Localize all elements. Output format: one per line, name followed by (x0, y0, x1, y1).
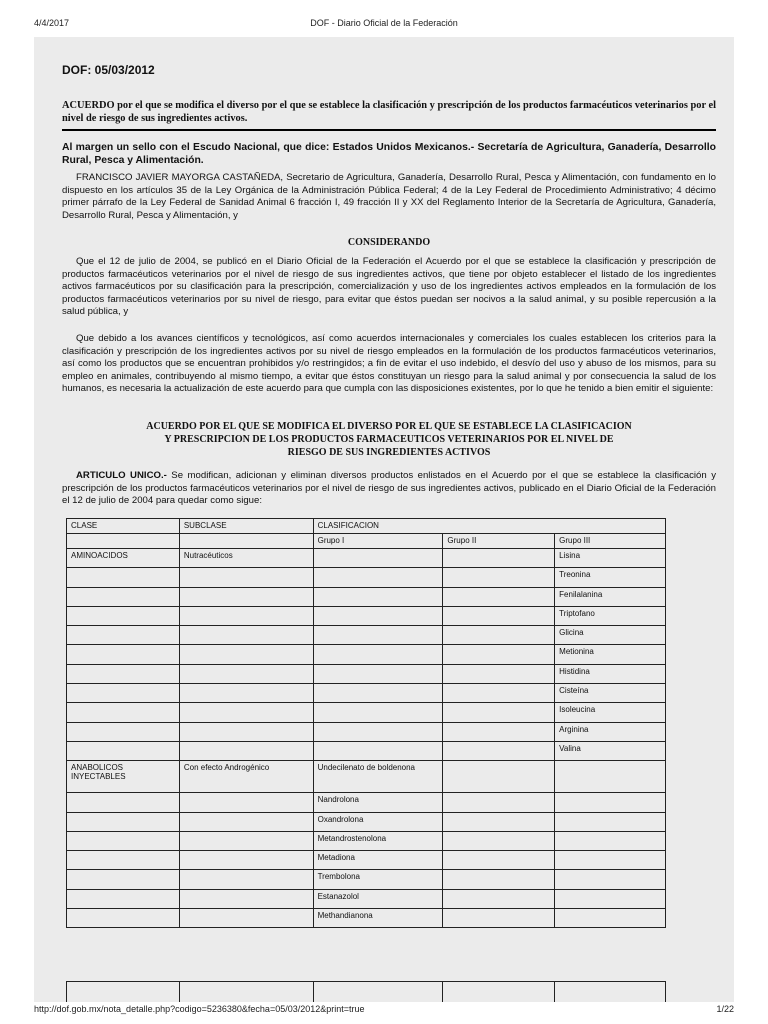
cell-grupo-3: Valina (555, 741, 666, 760)
considerando-heading: CONSIDERANDO (347, 237, 431, 248)
cell-subclase (179, 568, 313, 587)
cell-clase (67, 684, 180, 703)
cell-grupo-3: Triptofano (555, 606, 666, 625)
cell-grupo-1 (313, 568, 443, 587)
cell-grupo-1: Oxandrolona (313, 812, 443, 831)
table-row (67, 982, 666, 1003)
print-header (0, 0, 768, 40)
cell-subclase: Con efecto Androgénico (179, 761, 313, 793)
cell-clase (67, 812, 180, 831)
cell-subclase: Nutracéuticos (179, 549, 313, 568)
cell-grupo-2 (443, 568, 555, 587)
cell-grupo-1 (313, 664, 443, 683)
header-empty-cell (179, 534, 313, 549)
print-page-title: DOF - Diario Oficial de la Federación (310, 18, 458, 28)
title-rule (62, 129, 716, 131)
acuerdo-heading-line-2: Y PRESCRIPCION DE LOS PRODUCTOS FARMACEUTICOS VETERINARIOS POR EL NIVEL DE (164, 434, 614, 445)
cell-subclase (179, 793, 313, 812)
cell-grupo-1: Metandrostenolona (313, 831, 443, 850)
cell-grupo-2 (443, 606, 555, 625)
considerando-paragraph-1: Que el 12 de julio de 2004, se publicó en el Diario Oficial de la Federación el Acuerdo por el que se establece la clasificación y prescripción de productos farmacéuticos veterinarios por el nivel de riesgo de sus ingredientes activos, que tiene por objeto establecer el listado de los ingredientes activos farmacéuticos por su clasificación para la prescripción, comercialización y uso de los ingredientes activos empleados en la formulación de los productos farmacéuticos veterinarios por su nivel de riesgo, para evitar que éstos puedan ser nocivos a la salud animal, y su posible repercusión a la salud pública, y (62, 256, 716, 318)
cell-grupo-2 (443, 703, 555, 722)
cell-grupo-1: Nandrolona (313, 793, 443, 812)
cell-subclase (179, 703, 313, 722)
articulo-unico-text: Se modifican, adicionan y eliminan diversos productos enlistados en el Acuerdo por el que se establece la clasificación y prescripción de los productos farmacéuticos veterinarios por el nivel de riesgo de sus ingredientes activos, publicado en el Diario Oficial de la Federación el 12 de julio de 2004 para quedar como sigue: (62, 470, 717, 507)
acuerdo-heading-line-1: ACUERDO POR EL QUE SE MODIFICA EL DIVERSO POR EL QUE SE ESTABLECE LA CLASIFICACION (146, 421, 632, 432)
cell-clase (67, 870, 180, 889)
print-date: 4/4/2017 (34, 18, 70, 28)
table-row (67, 645, 666, 664)
cell-grupo-2 (443, 645, 555, 664)
dof-date: DOF: 05/03/2012 (62, 63, 155, 77)
cell-grupo-1: Undecilenato de boldenona (313, 761, 443, 793)
continuation-table (66, 981, 666, 1002)
acuerdo-title: ACUERDO por el que se modifica el diverso por el que se establece la clasificación y prescripción de los productos farmacéuticos veterinarios por el nivel de riesgo de sus ingredientes activos. (62, 100, 716, 124)
cell-grupo-1: Methandianona (313, 909, 443, 928)
table-subheader-row (67, 534, 666, 549)
cell-subclase (179, 812, 313, 831)
cell-clase (67, 793, 180, 812)
cell-grupo-3: Glicina (555, 626, 666, 645)
cell-grupo-1: Estanazolol (313, 889, 443, 908)
cell-grupo-1 (313, 741, 443, 760)
table-row (67, 606, 666, 625)
cell-subclase (179, 722, 313, 741)
articulo-unico-lead: ARTICULO UNICO.- (76, 470, 167, 481)
margen-seal-text: Al margen un sello con el Escudo Nacional, que dice: Estados Unidos Mexicanos.- Secretaría de Agricultura, Ganadería, Desarrollo Rural, Pesca y Alimentación. (62, 142, 716, 166)
table-row (67, 664, 666, 683)
cell-grupo-2 (443, 909, 555, 928)
cell-subclase (179, 851, 313, 870)
cell-grupo-1: Trembolona (313, 870, 443, 889)
cell-subclase (179, 684, 313, 703)
table-row (67, 741, 666, 760)
header-clase: CLASE (67, 519, 180, 534)
cell-subclase (179, 606, 313, 625)
cell-grupo-2 (443, 812, 555, 831)
print-footer (0, 1000, 768, 1024)
table-row (67, 684, 666, 703)
cell-grupo-1 (313, 722, 443, 741)
cell-grupo-3 (555, 870, 666, 889)
considerando-paragraph-2: Que debido a los avances científicos y tecnológicos, así como acuerdos internacionales y comerciales los cuales establecen los criterios para la clasificación y prescripción de los ingredientes activos por su nivel de riesgo empleados en la formulación de los productos farmacéuticos veterinarios, así como los productos que se encuentran prohibidos y/o restringidos; a fin de evitar el uso indebido, el desvío del uso y abuso de los mismos, para su empleo en animales, contribuyendo al mismo tiempo, a evitar que éstos constituyan un riesgo para la salud animal y por consecuencia la salud de los humanos, es necesaria la actualización de este acuerdo para que cumpla con las disposiciones existentes, por lo que he tenido a bien emitir el siguiente: (62, 333, 716, 395)
table-row (67, 568, 666, 587)
cell-grupo-3 (555, 793, 666, 812)
articulo-unico-paragraph (62, 470, 716, 508)
cell-grupo-3 (555, 889, 666, 908)
table-row (67, 812, 666, 831)
cell-grupo-1 (313, 645, 443, 664)
cell-grupo-3 (555, 909, 666, 928)
table-row (67, 889, 666, 908)
cell-grupo-3: Cisteína (555, 684, 666, 703)
cell-grupo-3: Metionina (555, 645, 666, 664)
cell-grupo-1 (313, 587, 443, 606)
cell-clase (67, 568, 180, 587)
cell-clase (67, 587, 180, 606)
cell-grupo-1: Metadiona (313, 851, 443, 870)
cell-clase (67, 626, 180, 645)
table-row (67, 587, 666, 606)
cell-grupo-2 (443, 870, 555, 889)
table-cell (313, 982, 443, 1003)
table-cell (67, 982, 180, 1003)
cell-grupo-2 (443, 626, 555, 645)
table-cell (179, 982, 313, 1003)
cell-grupo-3: Arginina (555, 722, 666, 741)
cell-grupo-1 (313, 703, 443, 722)
cell-grupo-2 (443, 664, 555, 683)
cell-grupo-2 (443, 851, 555, 870)
cell-grupo-3 (555, 812, 666, 831)
cell-subclase (179, 870, 313, 889)
intro-paragraph: FRANCISCO JAVIER MAYORGA CASTAÑEDA, Secretario de Agricultura, Ganadería, Desarrollo Rural, Pesca y Alimentación, con fundamento en lo dispuesto en los artículos 35 de la Ley Orgánica de la Administración Pública Federal; 4 de la Ley Federal de Procedimiento Administrativo; 4 décimo primer párrafo de la Ley Federal de Sanidad Animal 6 fracción I, 49 fracción II y XX del Reglamento Interior de la Secretaría de Agricultura, Ganadería, Desarrollo Rural, Pesca y Alimentación, y (62, 172, 716, 221)
document-sheet (34, 37, 734, 1002)
header-clasificacion: CLASIFICACION (313, 519, 665, 534)
classification-table (66, 518, 666, 928)
header-grupo-1: Grupo I (313, 534, 443, 549)
cell-grupo-2 (443, 793, 555, 812)
cell-grupo-2 (443, 889, 555, 908)
table-row (67, 870, 666, 889)
cell-clase (67, 645, 180, 664)
table-row (67, 793, 666, 812)
cell-grupo-2 (443, 722, 555, 741)
cell-clase (67, 741, 180, 760)
cell-subclase (179, 587, 313, 606)
table-cell (555, 982, 666, 1003)
table-header-row (67, 519, 666, 534)
table-row (67, 722, 666, 741)
table-row (67, 549, 666, 568)
print-page-number: 1/22 (716, 1004, 734, 1014)
cell-grupo-3 (555, 851, 666, 870)
cell-grupo-3: Treonina (555, 568, 666, 587)
cell-clase (67, 606, 180, 625)
cell-subclase (179, 645, 313, 664)
cell-clase: AMINOACIDOS (67, 549, 180, 568)
cell-grupo-2 (443, 549, 555, 568)
cell-clase (67, 851, 180, 870)
cell-grupo-3 (555, 831, 666, 850)
cell-subclase (179, 626, 313, 645)
cell-subclase (179, 831, 313, 850)
cell-grupo-2 (443, 587, 555, 606)
cell-clase (67, 889, 180, 908)
cell-subclase (179, 741, 313, 760)
cell-clase (67, 722, 180, 741)
table-row (67, 851, 666, 870)
header-grupo-2: Grupo II (443, 534, 555, 549)
table-row (67, 703, 666, 722)
cell-grupo-1 (313, 549, 443, 568)
cell-grupo-2 (443, 741, 555, 760)
print-url: http://dof.gob.mx/nota_detalle.php?codigo=5236380&fecha=05/03/2012&print=true (34, 1004, 365, 1014)
cell-grupo-1 (313, 606, 443, 625)
cell-grupo-2 (443, 761, 555, 793)
cell-subclase (179, 889, 313, 908)
cell-subclase (179, 664, 313, 683)
table-row (67, 761, 666, 793)
header-empty-cell (67, 534, 180, 549)
cell-grupo-3: Lisina (555, 549, 666, 568)
cell-grupo-3 (555, 761, 666, 793)
cell-clase: ANABOLICOS INYECTABLES (67, 761, 180, 793)
cell-grupo-3: Histidina (555, 664, 666, 683)
cell-grupo-2 (443, 684, 555, 703)
table-cell (443, 982, 555, 1003)
cell-clase (67, 664, 180, 683)
table-row (67, 626, 666, 645)
cell-clase (67, 831, 180, 850)
cell-grupo-3: Isoleucina (555, 703, 666, 722)
cell-grupo-3: Fenilalanina (555, 587, 666, 606)
cell-clase (67, 909, 180, 928)
acuerdo-heading-line-3: RIESGO DE SUS INGREDIENTES ACTIVOS (287, 447, 491, 458)
cell-grupo-1 (313, 626, 443, 645)
table-row (67, 909, 666, 928)
cell-subclase (179, 909, 313, 928)
header-grupo-3: Grupo III (555, 534, 666, 549)
cell-grupo-2 (443, 831, 555, 850)
table-row (67, 831, 666, 850)
cell-grupo-1 (313, 684, 443, 703)
cell-clase (67, 703, 180, 722)
header-subclase: SUBCLASE (179, 519, 313, 534)
